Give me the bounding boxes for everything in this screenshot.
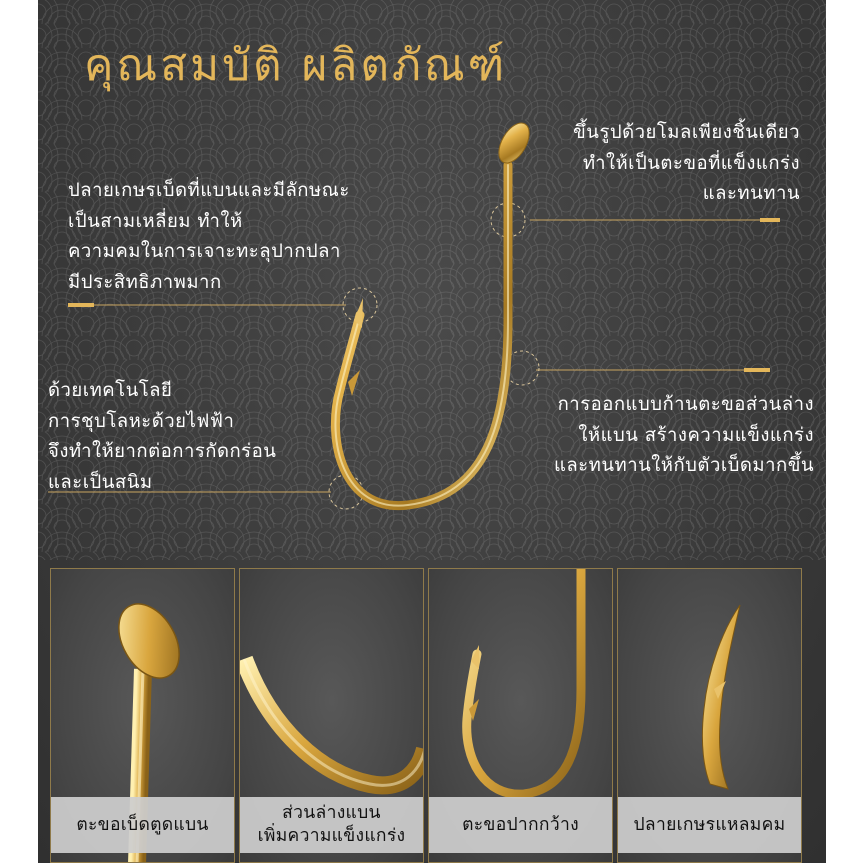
panel-caption: ปลายเกษรแหลมคม <box>618 797 801 853</box>
panel-flat-bottom <box>239 568 424 863</box>
panel-sharp-point <box>617 568 802 863</box>
feature-single-mold: ขึ้นรูปด้วยโมลเพียงชิ้นเดียว ทำให้เป็นตะขอที่แข็งแกร่ง และทนทาน <box>573 122 800 204</box>
feature-flat-lower-shank: การออกแบบก้านตะขอส่วนล่าง ให้แบน สร้างความแข็งแกร่ง และทนทานให้กับตัวเบ็ดมากขึ้น <box>553 394 814 476</box>
fishing-hook-icon <box>335 118 535 506</box>
panel-wide-gap <box>428 568 613 863</box>
feature-electroplating: ด้วยเทคโนโลยี การชุบโลหะด้วยไฟฟ้า จึงทำให้ยากต่อการกัดกร่อน และเป็นสนิม <box>48 380 277 493</box>
panel-flat-eye <box>50 568 235 863</box>
panel-caption: ตะขอปากกว้าง <box>429 797 612 853</box>
panel-caption: ตะขอเบ็ดตูดแบน <box>51 797 234 853</box>
feature-flat-triangular-point: ปลายเกษรเบ็ดที่แบนและมีลักษณะ เป็นสามเหลี่ยม ทำให้ ความคมในการเจาะทะลุปากปลา มีประสิทธิภาพมาก <box>68 180 350 293</box>
product-features-page <box>38 0 826 863</box>
panel-caption: ส่วนล่างแบน เพิ่มความแข็งแกร่ง <box>240 797 423 853</box>
page-title: คุณสมบัติ ผลิตภัณฑ์ <box>84 40 508 91</box>
